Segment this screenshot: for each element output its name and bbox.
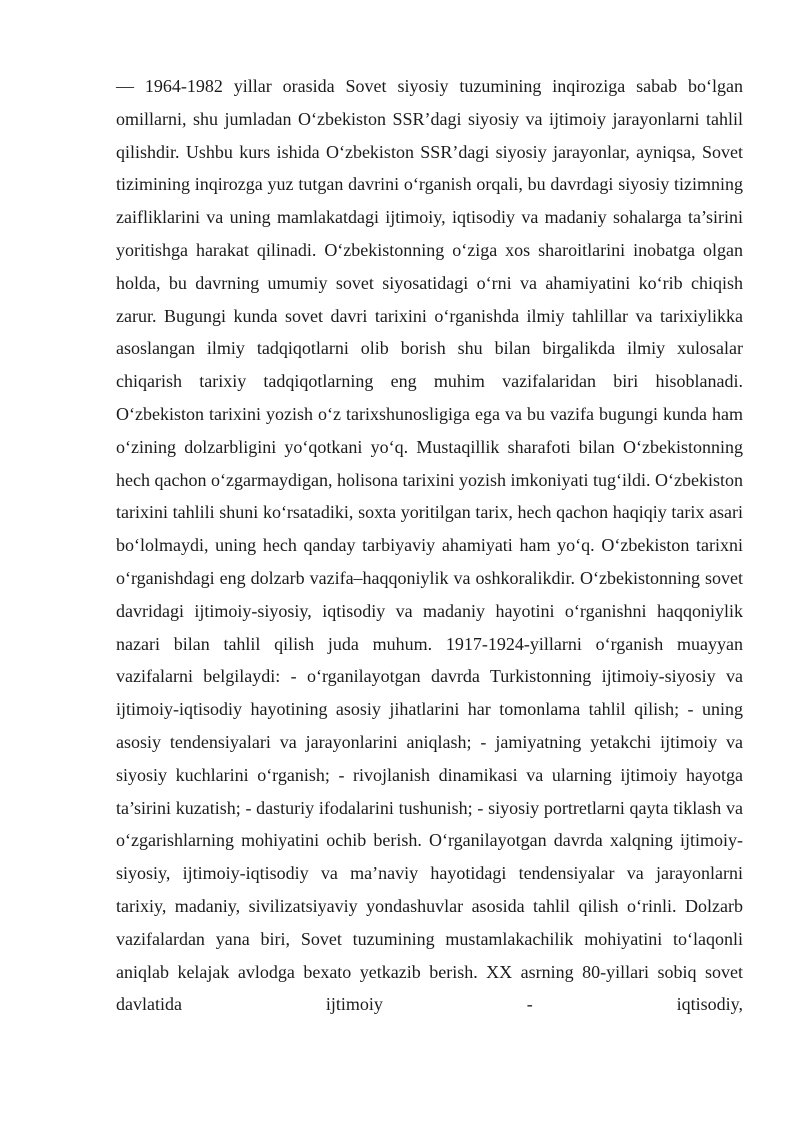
document-page [116,70,743,1021]
body-paragraph: — 1964-1982 yillar orasida Sovet siyosiy tuzumining inqiroziga sabab bo‘lgan omillarni, shu jumladan O‘zbekiston SSR’dagi siyosiy va ijtimoiy jarayonlarni tahlil qilishdir. Ushbu kurs ishida O‘zbekiston SSR’dagi siyosiy jarayonlar, ayniqsa, Sovet tizimining inqirozga yuz tutgan davrini o‘rganish orqali, bu davrdagi siyosiy tizimning zaifliklarini va uning mamlakatdagi ijtimoiy, iqtisodiy va madaniy sohalarga ta’sirini yoritishga harakat qilinadi. O‘zbekistonning o‘ziga xos sharoitlarini inobatga olgan holda, bu davrning umumiy sovet siyosatidagi o‘rni va ahamiyatini ko‘rib chiqish zarur. Bugungi kunda sovet davri tarixini o‘rganishda ilmiy tahlillar va tarixiylikka asoslangan ilmiy tadqiqotlarni olib borish shu bilan birgalikda ilmiy xulosalar chiqarish tarixiy tadqiqotlarning eng muhim vazifalaridan biri hisoblanadi. O‘zbekiston tarixini yozish o‘z tarixshunosligiga ega va bu vazifa bugungi kunda ham o‘zining dolzarbligini yo‘qotkani yo‘q. Mustaqillik sharafoti bilan O‘zbekistonning hech qachon o‘zgarmaydigan, holisona tarixini yozish imkoniyati tug‘ildi. O‘zbekiston tarixini tahlili shuni ko‘rsatadiki, soxta yoritilgan tarix, hech qachon haqiqiy tarix asari bo‘lolmaydi, uning hech qanday tarbiyaviy ahamiyati ham yo‘q. O‘zbekiston tarixni o‘rganishdagi eng dolzarb vazifa–haqqoniylik va oshkoralikdir. O‘zbekistonning sovet davridagi ijtimoiy-siyosiy, iqtisodiy va madaniy hayotini o‘rganishni haqqoniylik nazari bilan tahlil qilish juda muhum. 1917-1924-yillarni o‘rganish muayyan vazifalarni belgilaydi: - o‘rganilayotgan davrda Turkistonning ijtimoiy-siyosiy va ijtimoiy-iqtisodiy hayotining asosiy jihatlarini har tomonlama tahlil qilish; - uning asosiy tendensiyalari va jarayonlarini aniqlash; - jamiyatning yetakchi ijtimoiy va siyosiy kuchlarini o‘rganish; - rivojlanish dinamikasi va ularning ijtimoiy hayotga ta’sirini kuzatish; - dasturiy ifodalarini tushunish; - siyosiy portretlarni qayta tiklash va o‘zgarishlarning mohiyatini ochib berish. O‘rganilayotgan davrda xalqning ijtimoiy-siyosiy, ijtimoiy-iqtisodiy va ma’naviy hayotidagi tendensiyalar va jarayonlarni tarixiy, madaniy, sivilizatsiyaviy yondashuvlar asosida tahlil qilish o‘rinli. Dolzarb vazifalardan yana biri, Sovet tuzumining mustamlakachilik mohiyatini to‘laqonli aniqlab kelajak avlodga bexato yetkazib berish. XX asrning 80-yillari sobiq sovet davlatida ijtimoiy - iqtisodiy, [116,76,743,1015]
